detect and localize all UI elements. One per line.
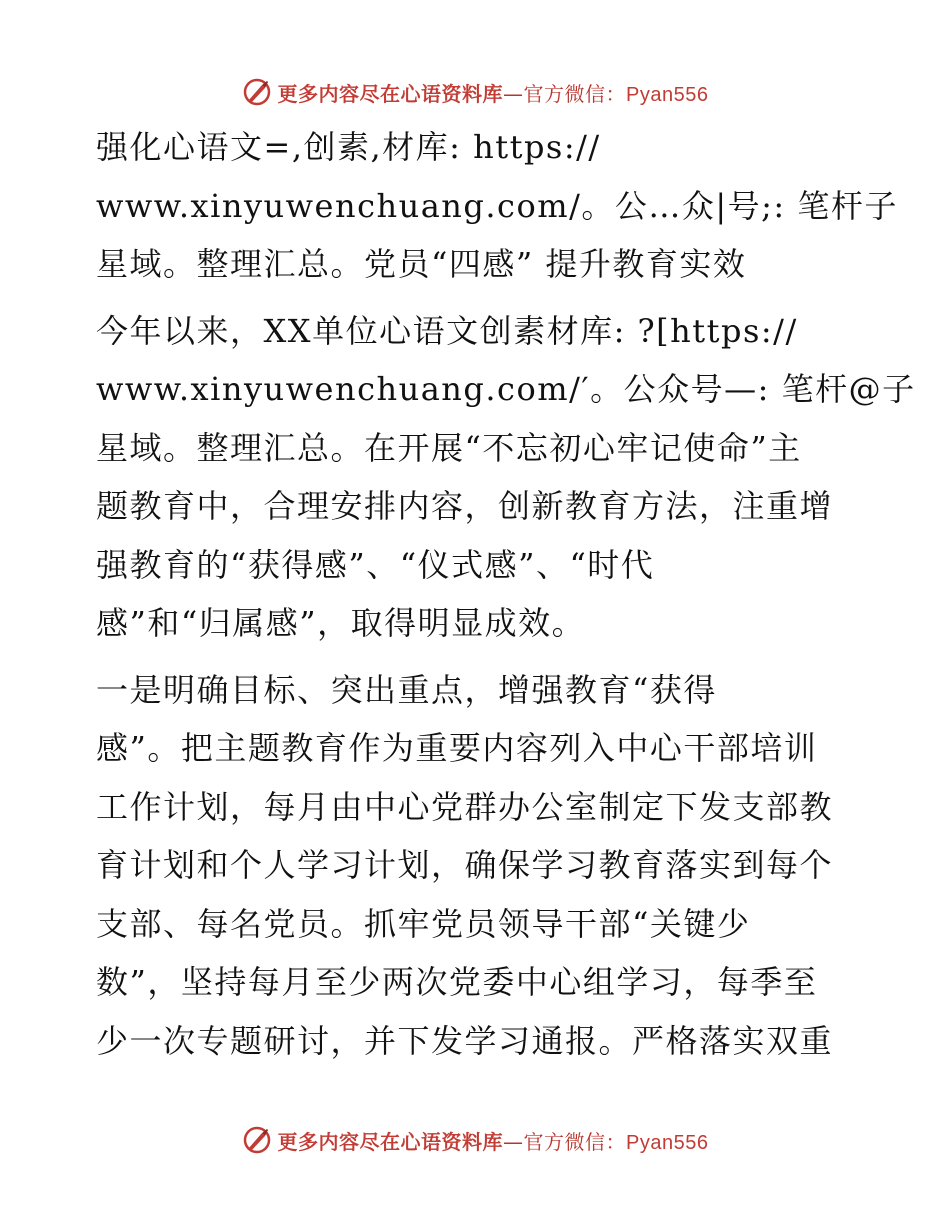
banner-wechat-id: Pyan556 xyxy=(626,1131,709,1154)
text-line: 星域。整理汇总。在开展“不忘初心牢记使命”主 xyxy=(96,428,802,467)
header-banner xyxy=(0,72,950,112)
quill-logo-icon xyxy=(242,77,272,107)
banner-slogan: 更多内容尽在心语资料库 xyxy=(277,81,504,106)
quill-logo-icon xyxy=(242,1125,272,1155)
banner-wechat-id: Pyan556 xyxy=(626,83,709,106)
text-line: 工作计划，每月由中心党群办公室制定下发支部教 xyxy=(96,787,834,826)
text-line: 强化心语文=,创素,材库: https:// xyxy=(96,128,601,166)
text-line: 星域。整理汇总。党员“四感” 提升教育实效 xyxy=(96,245,747,283)
text-line: www.xinyuwenchuang.com/′。公众号—: 笔杆@子 xyxy=(96,370,916,408)
banner-dash: — xyxy=(503,1129,524,1154)
text-line: 一是明确目标、突出重点，增强教育“获得 xyxy=(96,670,717,709)
banner-wechat-label: 官方微信： xyxy=(523,1129,627,1154)
banner-dash: — xyxy=(503,81,524,106)
paragraph-title xyxy=(96,118,898,294)
text-line: 题教育中，合理安排内容，创新教育方法，注重增 xyxy=(96,487,834,525)
text-line: 感”。把主题教育作为重要内容列入中心干部培训 xyxy=(96,729,818,767)
text-line: 育计划和个人学习计划，确保学习教育落实到每个 xyxy=(96,846,834,884)
paragraph-point-one xyxy=(96,661,856,1071)
banner-wechat-label: 官方微信： xyxy=(523,81,627,106)
text-line: 数”，坚持每月至少两次党委中心组学习，每季至 xyxy=(96,963,818,1001)
banner-slogan: 更多内容尽在心语资料库 xyxy=(277,1129,504,1154)
text-line: www.xinyuwenchuang.com/。公…众|号;: 笔杆子 xyxy=(96,186,898,225)
paragraph-intro xyxy=(96,302,916,653)
footer-banner xyxy=(0,1120,950,1160)
text-line: 少一次专题研讨，并下发学习通报。严格落实双重 xyxy=(96,1021,834,1060)
text-line: 感”和“归属感”，取得明显成效。 xyxy=(96,604,586,642)
document-body xyxy=(96,118,916,1070)
banner-text xyxy=(278,78,709,107)
text-line: 今年以来，XX单位心语文创素材库: ?[https:// xyxy=(96,311,798,350)
banner-text xyxy=(278,1126,709,1155)
text-line: 支部、每名党员。抓牢党员领导干部“关键少 xyxy=(96,904,751,943)
text-line: 强教育的“获得感”、“仪式感”、“时代 xyxy=(96,545,655,584)
